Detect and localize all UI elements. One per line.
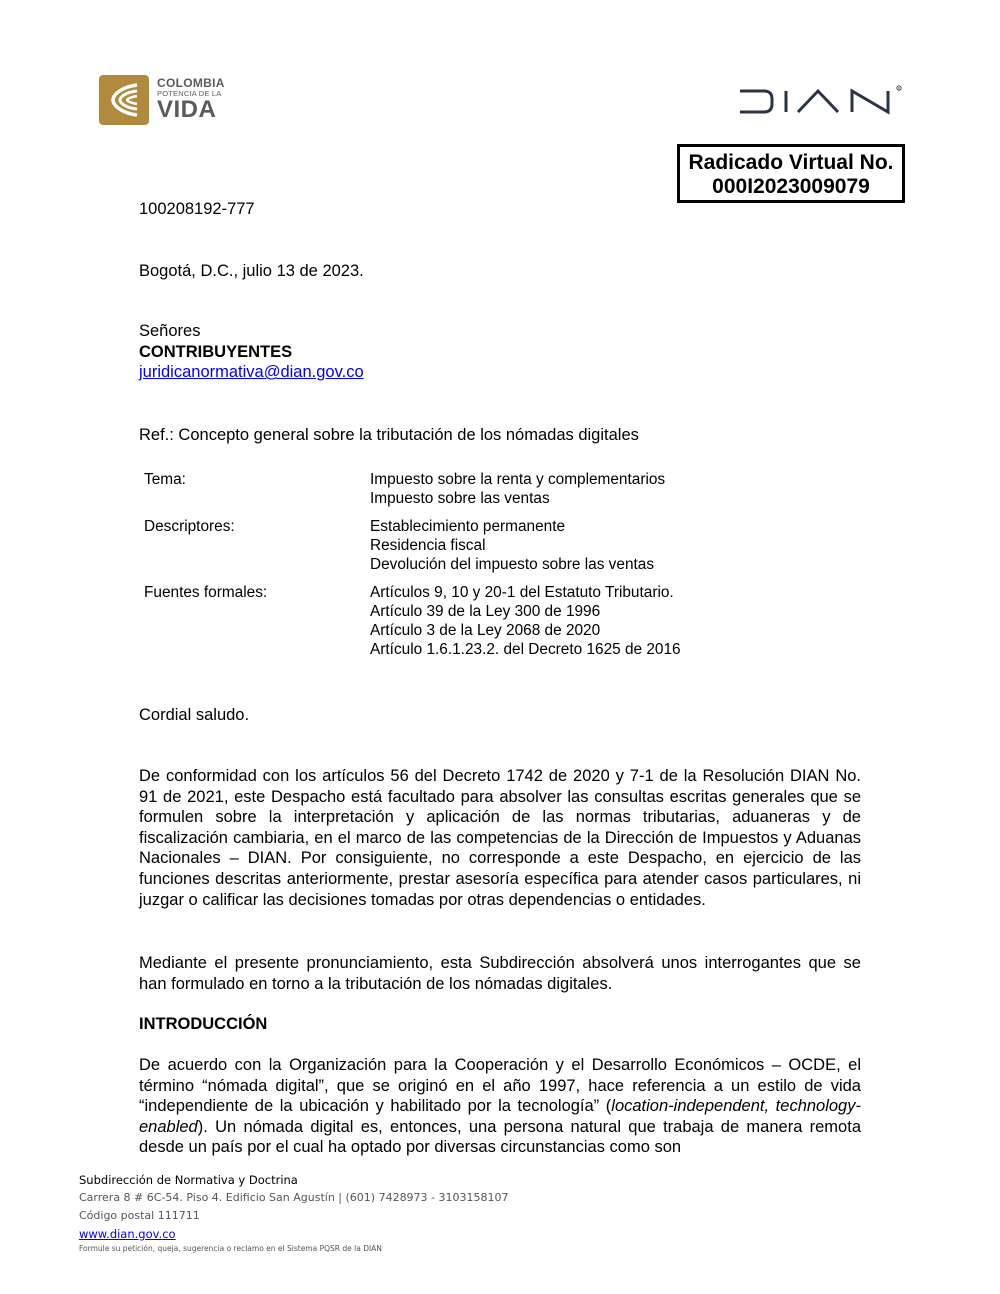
logo-text-vida: VIDA [157, 96, 217, 123]
metadata-row [144, 583, 681, 668]
dian-logo [738, 84, 903, 118]
metadata-value: Artículo 1.6.1.23.2. del Decreto 1625 de 2016 [370, 641, 681, 658]
logo-text-potencia: POTENCIA DE LA [157, 89, 222, 98]
metadata-table [144, 470, 681, 668]
body-paragraph-3 [139, 1055, 861, 1158]
metadata-row [144, 470, 681, 517]
metadata-value: Artículo 39 de la Ley 300 de 1996 [370, 603, 601, 620]
radicado-number: 000I2023009079 [712, 175, 870, 198]
footer-office: Subdirección de Normativa y Doctrina [79, 1173, 298, 1187]
metadata-values [370, 517, 681, 583]
page-footer [79, 1171, 509, 1255]
metadata-key: Descriptores: [144, 518, 235, 535]
colombia-logo-mark-icon [99, 75, 149, 125]
salutation: Señores [139, 322, 201, 340]
metadata-value: Artículos 9, 10 y 20-1 del Estatuto Tributario. [370, 584, 674, 601]
body-paragraph-2: Mediante el presente pronunciamiento, esta Subdirección absolverá unos interrogantes que se han formulado en torno a la tributación de los nómadas digitales. [139, 954, 861, 993]
radicado-label: Radicado Virtual No. [688, 151, 894, 174]
paragraph-3-text-b: ). Un nómada digital es, entonces, una persona natural que trabaja de manera remota desde un país por el cual ha optado por diversas circunstancias como son [139, 1117, 861, 1157]
colombia-potencia-vida-logo [99, 75, 239, 127]
metadata-value: Devolución del impuesto sobre las ventas [370, 556, 655, 573]
metadata-key: Tema: [144, 471, 186, 488]
reference-number: 100208192-777 [139, 200, 255, 218]
metadata-value: Residencia fiscal [370, 537, 486, 554]
metadata-key: Fuentes formales: [144, 584, 268, 601]
reference-line: Ref.: Concepto general sobre la tributación de los nómadas digitales [139, 426, 639, 444]
footer-address: Carrera 8 # 6C-54. Piso 4. Edificio San Agustín | (601) 7428973 - 3103158107 [79, 1191, 509, 1204]
addressee-block [139, 321, 364, 383]
metadata-value: Artículo 3 de la Ley 2068 de 2020 [370, 622, 601, 639]
recipient: CONTRIBUYENTES [139, 342, 293, 361]
metadata-value: Impuesto sobre la renta y complementarios [370, 471, 666, 488]
logo-text-colombia: COLOMBIA [157, 76, 225, 90]
metadata-values [370, 470, 681, 517]
greeting: Cordial saludo. [139, 706, 250, 724]
footer-website-link[interactable]: www.dian.gov.co [79, 1227, 176, 1241]
footer-postal-code: Código postal 111711 [79, 1209, 200, 1222]
metadata-value: Impuesto sobre las ventas [370, 490, 550, 507]
metadata-values [370, 583, 681, 668]
section-heading-introduccion: INTRODUCCIÓN [139, 1015, 268, 1033]
paragraph-3-italic: location-independent, technology-enabled [139, 1097, 861, 1136]
metadata-value: Establecimiento permanente [370, 518, 566, 535]
body-paragraph-1: De conformidad con los artículos 56 del Decreto 1742 de 2020 y 7-1 de la Resolución DIAN No. 91 de 2021, este Despacho está facultado para absolver las consultas escritas generales que se formulen sobre la interpretación y aplicación de las normas tributarias, aduaneras y de fiscalización cambiaria, en el marco de las competencias de la Dirección de Impuestos y Aduanas Nacionales – DIAN. Por consiguiente, no corresponde a este Despacho, en ejercicio de las funciones descritas anteriormente, prestar asesoría específica para atender casos particulares, ni juzgar o calificar las decisiones tomadas por otras dependencias o entidades. [139, 767, 861, 909]
letter-date: Bogotá, D.C., julio 13 de 2023. [139, 262, 364, 280]
paragraph-3-text-a: De acuerdo con la Organización para la Cooperación y el Desarrollo Económicos – OCDE, el término “nómada digital”, que se originó en el año 1997, hace referencia a un estilo de vida “independiente de la ubicación y habilitado por la tecnología” ( [139, 1056, 861, 1116]
svg-text:R: R [897, 86, 901, 91]
radicado-box [677, 144, 905, 203]
recipient-email-link[interactable]: juridicanormativa@dian.gov.co [139, 363, 364, 382]
footer-pqsr-note: Formule su petición, queja, sugerencia o reclamo en el Sistema PQSR de la DIAN [79, 1244, 382, 1253]
metadata-row [144, 517, 681, 583]
